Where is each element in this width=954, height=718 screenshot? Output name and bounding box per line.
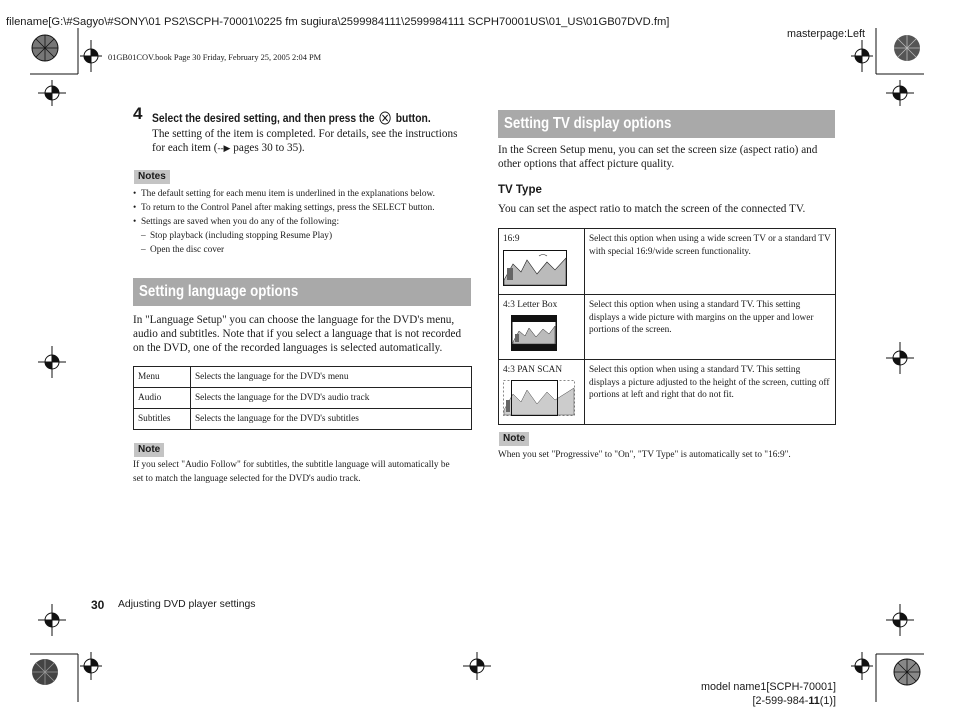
filename-header: filename[G:\#Sagyo\#SONY\01 PS2\SCPH-70001\0225 fm sugiura\2599984111\2599984111 SCPH70001US\01_US\01GB07DVD.fm] bbox=[6, 16, 670, 28]
table-cell-desc: Selects the language for the DVD's subtitles bbox=[191, 409, 472, 430]
tv-option-cell bbox=[499, 229, 585, 295]
table-cell-item: Subtitles bbox=[134, 409, 191, 430]
star-target-bottom-right bbox=[894, 659, 920, 685]
tv-type-table bbox=[498, 228, 836, 425]
language-section-title: Setting language options bbox=[139, 283, 299, 300]
star-target-top-right bbox=[894, 35, 920, 61]
cross-button-icon bbox=[379, 111, 391, 125]
language-note-line: If you select "Audio Follow" for subtitles, the subtitle language will automatically be bbox=[133, 460, 450, 470]
page-title: Adjusting DVD player settings bbox=[118, 599, 256, 610]
notes-label: Notes bbox=[134, 170, 170, 184]
tv-section-header bbox=[498, 110, 835, 138]
note-subitem-text: Stop playback (including stopping Resume Play) bbox=[150, 231, 333, 241]
star-target-top-left bbox=[32, 35, 58, 61]
tv-option-label: 16:9 bbox=[503, 234, 520, 244]
tv-note-label: Note bbox=[499, 432, 529, 446]
panscan-illustration bbox=[503, 380, 575, 416]
notes-list bbox=[133, 187, 473, 257]
language-options-table bbox=[133, 366, 472, 430]
model-line2-after: (1)] bbox=[819, 694, 836, 707]
tv-option-cell bbox=[499, 295, 585, 360]
tv-option-desc: Select this option when using a wide screen TV or a standard TV with special 16:9/wide screen functionality. bbox=[585, 229, 836, 295]
language-section-header bbox=[133, 278, 471, 306]
tv-intro-line: In the Screen Setup menu, you can set the screen size (aspect ratio) and bbox=[498, 144, 818, 156]
step-body bbox=[152, 127, 472, 155]
tv-type-heading: TV Type bbox=[498, 184, 542, 196]
step-body-line2 bbox=[152, 141, 472, 155]
book-info-line: 01GB01COV.book Page 30 Friday, February 25, 2005 2:04 PM bbox=[108, 53, 322, 62]
widescreen-illustration bbox=[503, 250, 567, 286]
table-cell-item: Audio bbox=[134, 388, 191, 409]
language-intro-line: on the DVD, one of the recorded languages is selected automatically. bbox=[133, 342, 443, 354]
step-body-line2-after: pages 30 to 35). bbox=[230, 142, 305, 154]
tv-option-label: 4:3 Letter Box bbox=[503, 300, 558, 310]
table-row bbox=[134, 409, 472, 430]
language-intro-line: audio and subtitles. Note that if you select a language that is not recorded bbox=[133, 328, 462, 340]
tv-option-desc: Select this option when using a standard TV. This setting displays a wide picture with margins on the upper and lower portions of the screen. bbox=[585, 295, 836, 360]
table-cell-desc: Selects the language for the DVD's audio track bbox=[191, 388, 472, 409]
table-row bbox=[499, 295, 836, 360]
table-row bbox=[499, 360, 836, 425]
tv-type-description: You can set the aspect ratio to match the screen of the connected TV. bbox=[498, 203, 806, 215]
model-info bbox=[701, 681, 836, 708]
note-subitem: – Stop playback (including stopping Resume Play) bbox=[141, 231, 333, 241]
note-item-text: Settings are saved when you do any of the following: bbox=[141, 217, 340, 227]
model-line2-bold: 11 bbox=[808, 694, 820, 707]
step-body-line1: The setting of the item is completed. For details, see the instructions bbox=[152, 128, 458, 140]
page-number: 30 bbox=[91, 598, 105, 612]
note-item: • To return to the Control Panel after making settings, press the SELECT button. bbox=[133, 203, 435, 213]
tv-intro bbox=[498, 143, 838, 171]
tv-option-cell bbox=[499, 360, 585, 425]
language-intro bbox=[133, 313, 473, 355]
model-line1: model name1[SCPH-70001] bbox=[700, 681, 836, 693]
table-cell-desc: Selects the language for the DVD's menu bbox=[191, 367, 472, 388]
tv-option-desc: Select this option when using a standard TV. This setting displays a picture adjusted to the height of the screen, cutting off portions at left and right that do not fit. bbox=[585, 360, 836, 425]
note-item-text: The default setting for each menu item is underlined in the explanations below. bbox=[141, 189, 435, 199]
tv-option-label: 4:3 PAN SCAN bbox=[503, 365, 563, 375]
step-text-before: Select the desired setting, and then press the bbox=[152, 111, 375, 125]
note-item-text: To return to the Control Panel after making settings, press the SELECT button. bbox=[141, 203, 435, 213]
step-number: 4 bbox=[133, 104, 143, 123]
language-note bbox=[133, 459, 478, 486]
note-item: • Settings are saved when you do any of the following: bbox=[133, 217, 340, 227]
step-body-line2-before: for each item ( bbox=[152, 142, 218, 154]
note-item: • The default setting for each menu item is underlined in the explanations below. bbox=[133, 189, 435, 199]
table-cell-item: Menu bbox=[134, 367, 191, 388]
step-text-after: button. bbox=[395, 111, 431, 125]
tv-intro-line: other options that affect picture quality. bbox=[498, 158, 675, 170]
model-line2-before: [2-599-984- bbox=[752, 694, 809, 707]
letterbox-illustration bbox=[511, 315, 557, 351]
table-row bbox=[499, 229, 836, 295]
model-line2 bbox=[701, 695, 836, 709]
note-subitem-text: Open the disc cover bbox=[150, 245, 225, 255]
star-target-bottom-left bbox=[32, 659, 58, 685]
table-row bbox=[134, 367, 472, 388]
language-note-label: Note bbox=[134, 443, 164, 457]
language-note-line: set to match the language selected for the DVD's audio track. bbox=[133, 473, 361, 484]
tv-section-title: Setting TV display options bbox=[504, 115, 672, 132]
page-ref-arrow-icon: --▶ bbox=[217, 143, 231, 153]
step-instruction bbox=[152, 109, 472, 127]
masterpage-label: masterpage:Left bbox=[786, 28, 865, 40]
note-subitem: – Open the disc cover bbox=[141, 245, 225, 255]
table-row bbox=[134, 388, 472, 409]
tv-note-text: When you set "Progressive" to "On", "TV Type" is automatically set to "16:9". bbox=[498, 450, 791, 460]
language-intro-line: In "Language Setup" you can choose the language for the DVD's menu, bbox=[133, 314, 455, 326]
